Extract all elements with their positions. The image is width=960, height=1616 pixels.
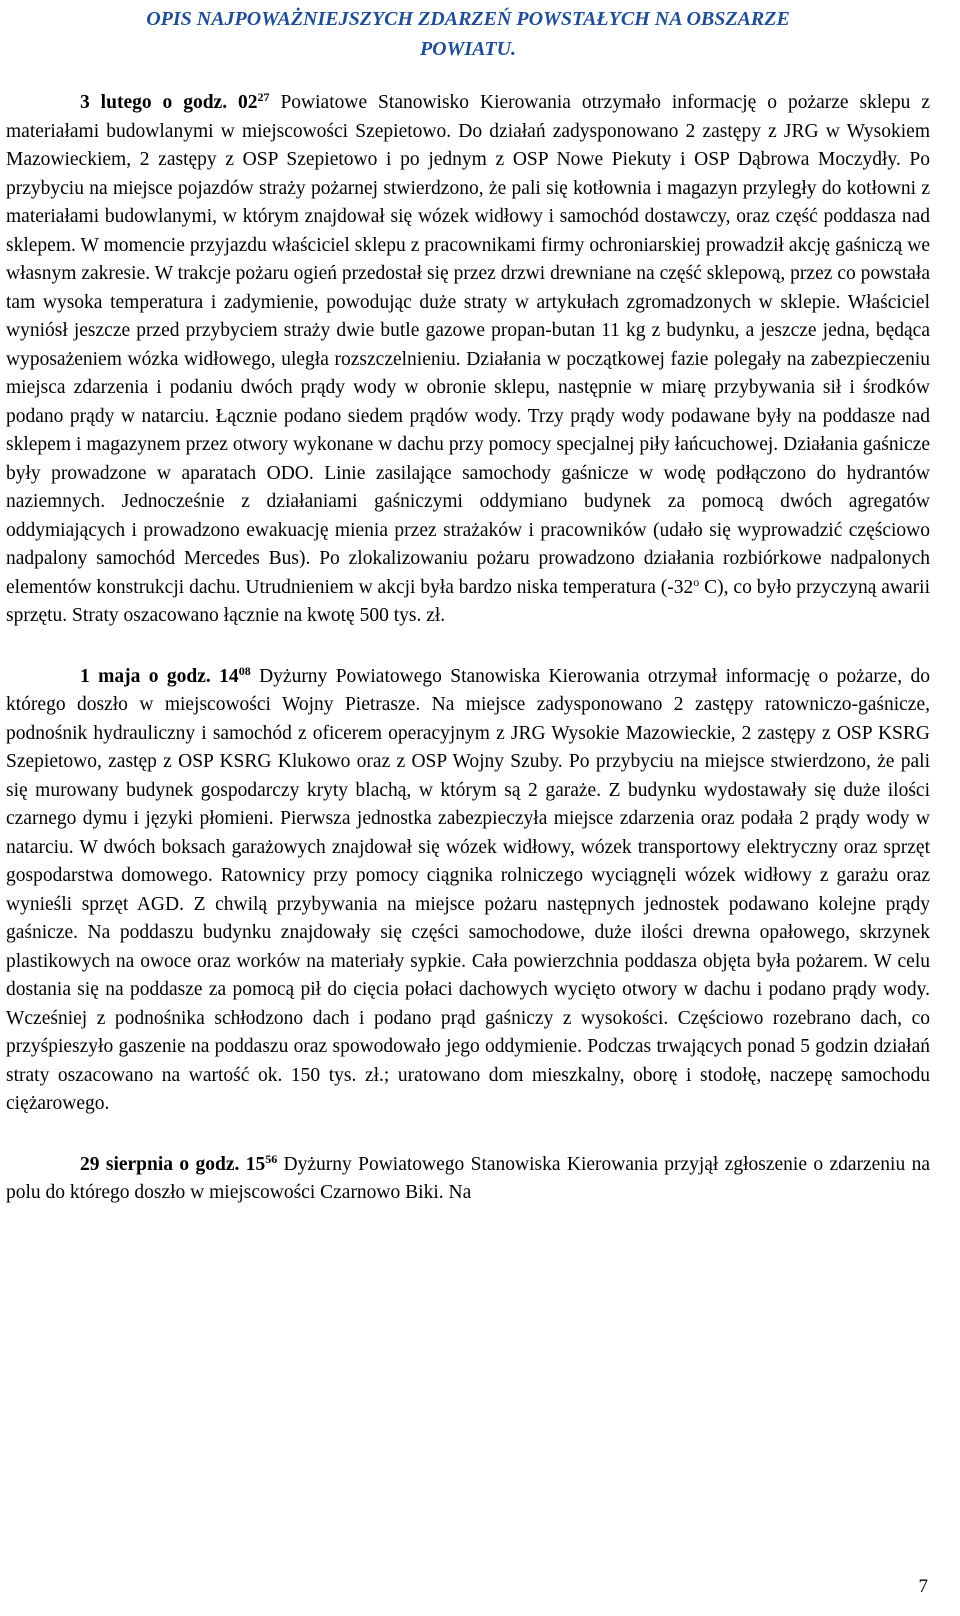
incident-date-text: 1 maja o godz. 14: [80, 665, 239, 687]
incident-date: [80, 1151, 278, 1175]
incident-paragraph-may: [6, 663, 930, 1119]
incident-time-minutes: 08: [238, 663, 251, 678]
incident-date-text: 3 lutego o godz. 02: [80, 92, 258, 113]
incident-text: Dyżurny Powiatowego Stanowiska Kierowania przyjął zgłoszenie o zdarzeniu na polu do którego doszło w miejscowości Czarnowo Biki. Na: [6, 1153, 930, 1203]
incident-paragraph-august: [6, 1151, 930, 1208]
incident-text: Dyżurny Powiatowego Stanowiska Kierowania otrzymał informację o pożarze, do którego doszło w miejscowości Wojny Pietrasze. Na miejsce zadysponowano 2 zastępy ratowniczo-gaśnicze, podnośnik hydrauliczny i samochód z oficerem operacyjnym z JRG Wysokie Mazowieckie, 2 zastępy z OSP KSRG Szepietowo, zastęp z OSP KSRG Klukowo oraz z OSP Wojny Szuby. Po przybyciu na miejsce stwierdzono, że pali się murowany budynek gospodarczy kryty blachą, w którym są 2 garaże. Z budynku wydostawały się duże ilości czarnego dymu i języki płomieni. Pierwsza jednostka zabezpieczyła miejsce zdarzenia oraz podała 2 prądy wody w natarciu. W dwóch boksach garażowych znajdował się wózek widłowy, wózek transportowy elektryczny oraz sprzęt gospodarstwa domowego. Ratownicy przy pomocy ciągnika rolniczego wyciągnęli wózek widłowy z garażu oraz wynieśli sprzęt AGD. Z chwilą przybywania na miejsce pożaru następnych jednostek podawano kolejne prądy gaśnicze. Na poddaszu budynku znajdowały się części samochodowe, duże ilości drewna opałowego, skrzynek plastikowych na owoce oraz worków na materiały sypkie. Cała powierzchnia poddasza objęta była pożarem. W celu dostania się na poddasze za pomocą pił do cięcia połaci dachowych wycięto otwory w dachu i podano prądy wody. Wcześniej z podnośnika schłodzono dach i podano prąd gaśniczy z wysokości. Częściowo rozebrano dach, co przyśpieszyło gaszenie na poddaszu oraz spowodowało jego oddymienie. Podczas trwających ponad 5 godzin działań straty oszacowano na wartość ok. 150 tys. zł.; uratowano dom mieszkalny, oborę i stodołę, naczepę samochodu ciężarowego.: [6, 665, 930, 1114]
incident-time-minutes: 56: [265, 1151, 278, 1166]
incident-text: Powiatowe Stanowisko Kierowania otrzymało informację o pożarze sklepu z materiałami budowlanymi w miejscowości Szepietowo. Do działań zadysponowano 2 zastępy z JRG w Wysokiem Mazowieckiem, 2 zastępy z OSP Szepietowo i po jednym z OSP Nowe Piekuty i OSP Dąbrowa Moczydły. Po przybyciu na miejsce pojazdów straży pożarnej stwierdzono, że pali się kotłownia i magazyn przyległy do kotłowni z materiałami budowlanymi, w którym znajdował się wózek widłowy i samochód dostawczy, oraz część poddasza nad sklepem. W momencie przyjazdu właściciel sklepu z pracownikami firmy ochroniarskiej prowadził akcję gaśniczą we własnym zakresie. W trakcje pożaru ogień przedostał się przez drzwi drewniane na część sklepową, przez co powstała tam wysoka temperatura i zadymienie, powodując duże straty w artykułach zgromadzonych w sklepie. Właściciel wyniósł jeszcze przed przybyciem straży dwie butle gazowe propan-butan 11 kg z budynku, a jeszcze jedna, będąca wyposażeniem wózka widłowego, uległa rozszczelnieniu. Działania w początkowej fazie polegały na zabezpieczeniu miejsca zdarzenia i podaniu dwóch prądy wody w obronie sklepu, następnie w miarę przybywania sił i środków podano prądy w natarciu. Łącznie podano siedem prądów wody. Trzy prądy wody podawane były na poddasze nad sklepem i magazynem przez otwory wykonane w dachu przy pomocy specjalnej piły łańcuchowej. Działania gaśnicze były prowadzone w aparatach ODO. Linie zasilające samochody gaśnicze w wodę podłączono do hydrantów naziemnych. Jednocześnie z działaniami gaśniczymi oddymiano budynek za pomocą dwóch agregatów oddymiających i prowadzono ewakuację mienia przez strażaków i pracowników (udało się wyprowadzić częściowo nadpalony samochód Mercedes Bus). Po zlokalizowaniu pożaru prowadzono działania rozbiórkowe nadpalonych elementów konstrukcji dachu. Utrudnieniem w akcji była bardzo niska temperatura (-32: [6, 92, 930, 598]
document-title: [6, 4, 930, 64]
title-line-2: POWIATU.: [419, 38, 517, 60]
page-number: 7: [918, 1576, 928, 1597]
incident-date: [80, 92, 270, 113]
title-line-1: OPIS NAJPOWAŻNIEJSZYCH ZDARZEŃ POWSTAŁYCH NA OBSZARZE: [146, 8, 790, 30]
incident-time-minutes: 27: [257, 90, 270, 104]
incident-date-text: 29 sierpnia o godz. 15: [80, 1153, 266, 1175]
incident-text-end: C), co było przyczyną awarii sprzętu. Straty oszacowano łącznie na kwotę 500 tys. zł.: [6, 576, 930, 626]
incident-date: [80, 663, 251, 687]
incident-paragraph-february: [6, 89, 930, 631]
document-page: [6, 0, 930, 1208]
degree-superscript: o: [693, 574, 700, 589]
